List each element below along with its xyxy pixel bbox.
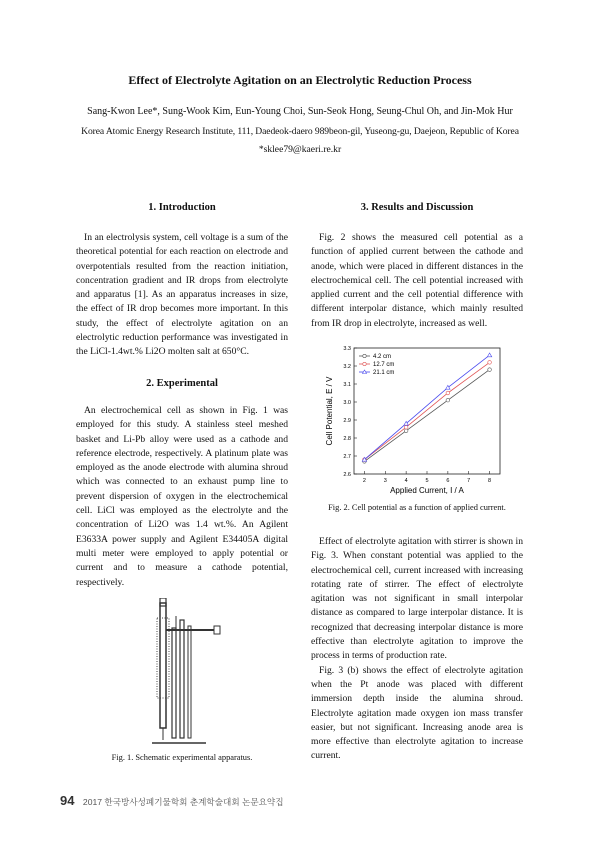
x-tick-label: 8 <box>488 478 492 484</box>
y-tick-label: 3.2 <box>343 364 351 370</box>
y-tick-label: 2.9 <box>343 418 351 424</box>
x-tick-label: 4 <box>404 478 408 484</box>
x-tick-label: 2 <box>362 478 366 484</box>
cell-potential-chart <box>322 342 512 500</box>
series-line <box>364 362 489 459</box>
paper-title: Effect of Electrolyte Agitation on an Electrolytic Reduction Process <box>128 73 472 87</box>
series-line <box>364 370 489 462</box>
data-point <box>446 391 450 395</box>
contact-email[interactable]: *sklee79@kaeri.re.kr <box>258 144 342 155</box>
x-axis-label: Applied Current, I / A <box>390 486 464 495</box>
section-heading-experimental: 2. Experimental <box>146 378 218 389</box>
experimental-apparatus-figure <box>136 598 236 748</box>
legend-marker <box>363 362 366 365</box>
data-point <box>488 368 492 372</box>
x-tick-label: 3 <box>383 478 387 484</box>
x-tick-label: 5 <box>425 478 429 484</box>
legend-label: 4.2 cm <box>373 354 392 360</box>
y-tick-label: 3.1 <box>343 382 351 388</box>
page-footer <box>60 792 460 810</box>
data-point <box>487 353 491 357</box>
introduction-paragraph: In an electrolysis system, cell voltage is a sum of the theoretical potential for each reaction on electrode and overpotentials resulted from the reaction initiation, concentration gradient and IR drops from electrolyte and apparatus [1]. As an apparatus increases in size, the effect of IR drop becomes more important. In this study, the effect of electrolyte agitation on an electrolytic reduction performance was investigated in the LiCl-1.4wt.% Li2O molten salt at 650°C. <box>76 232 288 358</box>
y-tick-label: 2.8 <box>343 436 351 442</box>
y-tick-label: 3.3 <box>343 346 351 352</box>
results-paragraph-3: Fig. 3 (b) shows the effect of electrolyte agitation when the Pt anode was placed with different immersion depth inside the alumina shroud. Electrolyte agitation made oxygen ion mass transfer easier, but not significant. Increasing anode area is more effective than electrolyte agitation to increase current. <box>311 664 523 762</box>
results-text-block <box>311 535 523 764</box>
legend-marker <box>363 354 366 357</box>
y-tick-label: 2.7 <box>343 454 351 460</box>
x-tick-label: 6 <box>446 478 450 484</box>
experimental-paragraph: An electrochemical cell as shown in Fig. 1 was employed for this study. A stainless steel meshed basket and Li-Pb alloy were used as a cathode and reference electrode, respectively. A platinum plate was employed as the anode electrode with alumina shroud which was connected to an exhaust pump line to prevent dispersion of oxygen in the electrochemical cell. LiCl was employed as the electrolyte and the concentration of Li2O was 1.4 wt.%. An Agilent E3633A power supply and Agilent E34405A digital multi meter were employed to apply potential or current and to measure a cathode potential, respectively. <box>76 405 288 588</box>
figure-2-caption: Fig. 2. Cell potential as a function of applied current. <box>328 503 506 512</box>
section-heading-introduction: 1. Introduction <box>148 202 216 213</box>
conference-name: 2017 한국방사성폐기물학회 춘계학술대회 논문요약집 <box>82 797 284 807</box>
author-list: Sang-Kwon Lee*, Sung-Wook Kim, Eun-Young Choi, Sun-Seok Hong, Seung-Chul Oh, and Jin-Mok Hur <box>87 106 513 117</box>
data-point <box>446 398 450 402</box>
x-tick-label: 7 <box>467 478 471 484</box>
results-paragraph-1: Fig. 2 shows the measured cell potential as a function of applied current between the cathode and anode, which were placed in different distances in the electrochemical cell. The cell potential increased with applied current and the cell potential difference with different interpolar distance, which mainly resulted from IR drop in electrolyte, increased as well. <box>311 232 523 329</box>
results-paragraph-2: Effect of electrolyte agitation with stirrer is shown in Fig. 3. When constant potential was applied to the electrochemical cell, current increased with increasing rotating rate of stirrer. The effect of electrolyte agitation was not significant in small interpolar distance as compared to large interpolar distance. It is recognized that decreasing interpolar distance is more effective than electrolyte agitation to improve the process in terms of production rate. <box>311 536 523 662</box>
data-point <box>488 361 492 365</box>
section-heading-results: 3. Results and Discussion <box>360 202 474 213</box>
figure-1-caption: Fig. 1. Schematic experimental apparatus. <box>111 753 253 762</box>
y-tick-label: 2.6 <box>343 472 351 478</box>
y-axis-label: Cell Potential, E / V <box>325 376 334 446</box>
affiliation: Korea Atomic Energy Research Institute, 111, Daedeok-daero 989beon-gil, Yuseong-gu, Daejeon, Republic of Korea <box>81 126 519 137</box>
legend-label: 21.1 cm <box>373 370 395 376</box>
legend-label: 12.7 cm <box>373 362 395 368</box>
page-number: 94 <box>60 793 75 808</box>
data-point <box>404 425 408 429</box>
y-tick-label: 3.0 <box>343 400 351 406</box>
data-point <box>404 429 408 433</box>
